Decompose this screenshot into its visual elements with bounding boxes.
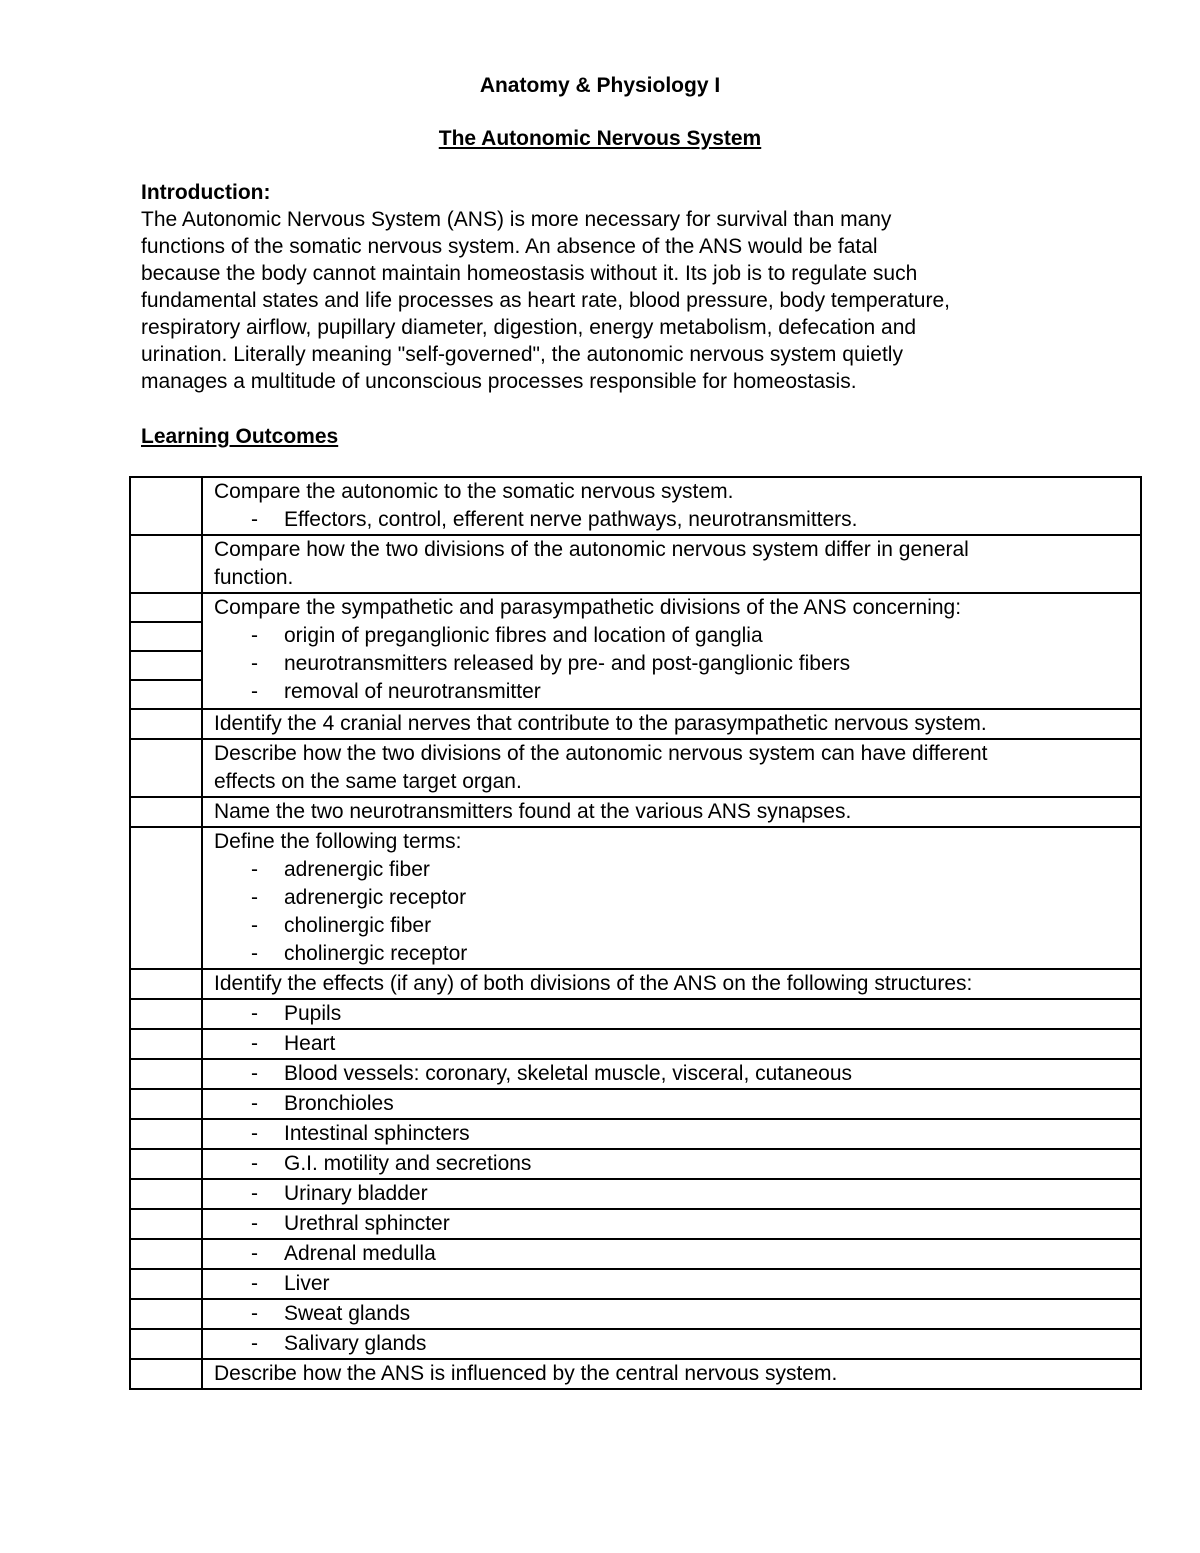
outcome-cell bbox=[202, 1269, 1141, 1299]
checkbox-cell[interactable] bbox=[130, 1359, 202, 1389]
dash-bullet: - bbox=[251, 508, 258, 531]
dash-bullet: - bbox=[251, 1242, 258, 1265]
checkbox-cell[interactable] bbox=[130, 1089, 202, 1119]
outcome-cell bbox=[202, 1329, 1141, 1359]
dash-bullet: - bbox=[251, 1332, 258, 1355]
outcome-cell bbox=[202, 1089, 1141, 1119]
outcome-text: Compare how the two divisions of the autonomic nervous system differ in general bbox=[214, 538, 969, 561]
outcome-cell bbox=[202, 1209, 1141, 1239]
outcome-cell bbox=[202, 999, 1141, 1029]
checkbox-cell[interactable] bbox=[130, 1209, 202, 1239]
sub-item bbox=[214, 1330, 1140, 1358]
sub-item bbox=[214, 1300, 1140, 1328]
checkbox-cell[interactable] bbox=[130, 969, 202, 999]
outcome-text: Name the two neurotransmitters found at the various ANS synapses. bbox=[214, 800, 852, 823]
table-row bbox=[130, 1359, 1141, 1389]
checkbox-cell bbox=[130, 593, 202, 709]
checkbox-cell[interactable] bbox=[130, 535, 202, 593]
outcome-text: Identify the effects (if any) of both divisions of the ANS on the following structures: bbox=[214, 972, 973, 995]
sub-item bbox=[214, 884, 1140, 912]
checkbox-cell[interactable] bbox=[130, 1149, 202, 1179]
sub-item bbox=[214, 1060, 1140, 1088]
outcome-cell bbox=[202, 969, 1141, 999]
checkbox-cell[interactable] bbox=[130, 709, 202, 739]
sub-item-text: cholinergic receptor bbox=[284, 942, 468, 965]
outcome-cell bbox=[202, 827, 1141, 969]
sub-item bbox=[214, 1030, 1140, 1058]
outcome-cell bbox=[202, 1059, 1141, 1089]
checkbox-cell[interactable] bbox=[130, 797, 202, 827]
sub-item-text: origin of preganglionic fibres and location of ganglia bbox=[284, 624, 763, 647]
table-row bbox=[130, 535, 1141, 593]
sub-item-text: cholinergic fiber bbox=[284, 914, 432, 937]
structure-name: Pupils bbox=[284, 1002, 342, 1025]
dash-bullet: - bbox=[251, 1212, 258, 1235]
sub-item bbox=[214, 1180, 1140, 1208]
structure-name: G.I. motility and secretions bbox=[284, 1152, 532, 1175]
sub-item-text: removal of neurotransmitter bbox=[284, 680, 541, 703]
dash-bullet: - bbox=[251, 1152, 258, 1175]
dash-bullet: - bbox=[251, 1272, 258, 1295]
sub-item-text: adrenergic receptor bbox=[284, 886, 467, 909]
outcome-cell bbox=[202, 739, 1141, 797]
checkbox-subcell[interactable] bbox=[131, 652, 201, 681]
outcome-cell bbox=[202, 535, 1141, 593]
dash-bullet: - bbox=[251, 1032, 258, 1055]
checkbox-subcell[interactable] bbox=[131, 594, 201, 623]
checkbox-cell[interactable] bbox=[130, 477, 202, 535]
table-row bbox=[130, 1239, 1141, 1269]
structure-name: Urinary bladder bbox=[284, 1182, 428, 1205]
sub-item bbox=[214, 506, 1140, 534]
outcome-cell bbox=[202, 709, 1141, 739]
intro-line: fundamental states and life processes as heart rate, blood pressure, body temperature, bbox=[141, 289, 950, 312]
table-row bbox=[130, 797, 1141, 827]
dash-bullet: - bbox=[251, 914, 258, 937]
sub-item bbox=[214, 678, 1140, 706]
dash-bullet: - bbox=[251, 652, 258, 675]
dash-bullet: - bbox=[251, 1002, 258, 1025]
introduction-paragraph bbox=[141, 206, 1091, 395]
sub-item bbox=[214, 1000, 1140, 1028]
table-row bbox=[130, 1059, 1141, 1089]
checkbox-cell[interactable] bbox=[130, 1239, 202, 1269]
table-row bbox=[130, 1029, 1141, 1059]
outcome-cell bbox=[202, 1359, 1141, 1389]
table-row bbox=[130, 1209, 1141, 1239]
table-row bbox=[130, 1179, 1141, 1209]
table-row bbox=[130, 1089, 1141, 1119]
dash-bullet: - bbox=[251, 624, 258, 647]
outcome-text: Describe how the two divisions of the autonomic nervous system can have different bbox=[214, 742, 988, 765]
table-row bbox=[130, 1119, 1141, 1149]
table-row bbox=[130, 969, 1141, 999]
dash-bullet: - bbox=[251, 680, 258, 703]
sub-item-text: adrenergic fiber bbox=[284, 858, 430, 881]
course-title: Anatomy & Physiology I bbox=[479, 74, 721, 97]
learning-outcomes-heading: Learning Outcomes bbox=[141, 425, 339, 448]
sub-item-text: neurotransmitters released by pre- and post-ganglionic fibers bbox=[284, 652, 851, 675]
sub-item bbox=[214, 1090, 1140, 1118]
structure-name: Blood vessels: coronary, skeletal muscle, visceral, cutaneous bbox=[284, 1062, 853, 1085]
outcome-cell bbox=[202, 1179, 1141, 1209]
table-row bbox=[130, 827, 1141, 969]
sub-item bbox=[214, 650, 1140, 678]
sub-item bbox=[214, 1240, 1140, 1268]
intro-line: respiratory airflow, pupillary diameter, digestion, energy metabolism, defecation and bbox=[141, 316, 917, 339]
outcome-cell bbox=[202, 797, 1141, 827]
checkbox-cell[interactable] bbox=[130, 1059, 202, 1089]
checkbox-cell[interactable] bbox=[130, 1119, 202, 1149]
table-row bbox=[130, 1269, 1141, 1299]
outcome-text: Compare the sympathetic and parasympathetic divisions of the ANS concerning: bbox=[214, 596, 962, 619]
intro-line: urination. Literally meaning "self-governed", the autonomic nervous system quietly bbox=[141, 343, 903, 366]
sub-item bbox=[214, 622, 1140, 650]
outcome-cell bbox=[202, 593, 1141, 709]
dash-bullet: - bbox=[251, 1092, 258, 1115]
outcome-text: Compare the autonomic to the somatic nervous system. bbox=[214, 480, 734, 503]
sub-item bbox=[214, 912, 1140, 940]
sub-item bbox=[214, 1270, 1140, 1298]
checkbox-cell[interactable] bbox=[130, 1299, 202, 1329]
document-title: The Autonomic Nervous System bbox=[438, 127, 762, 150]
outcome-cell bbox=[202, 1149, 1141, 1179]
outcome-text: Describe how the ANS is influenced by the central nervous system. bbox=[214, 1362, 838, 1385]
structure-name: Salivary glands bbox=[284, 1332, 427, 1355]
checkbox-cell[interactable] bbox=[130, 739, 202, 797]
outcome-cell bbox=[202, 1239, 1141, 1269]
dash-bullet: - bbox=[251, 1302, 258, 1325]
dash-bullet: - bbox=[251, 942, 258, 965]
structure-name: Urethral sphincter bbox=[284, 1212, 450, 1235]
table-row bbox=[130, 999, 1141, 1029]
structure-name: Sweat glands bbox=[284, 1302, 411, 1325]
outcome-cell bbox=[202, 1299, 1141, 1329]
outcome-cell bbox=[202, 1029, 1141, 1059]
table-row bbox=[130, 739, 1141, 797]
checkbox-cell[interactable] bbox=[130, 999, 202, 1029]
sub-item bbox=[214, 856, 1140, 884]
table-row bbox=[130, 1329, 1141, 1359]
table-row bbox=[130, 477, 1141, 535]
sub-item bbox=[214, 1150, 1140, 1178]
structure-name: Bronchioles bbox=[284, 1092, 394, 1115]
dash-bullet: - bbox=[251, 858, 258, 881]
sub-item-text: Effectors, control, efferent nerve pathways, neurotransmitters. bbox=[284, 508, 858, 531]
structure-name: Intestinal sphincters bbox=[284, 1122, 470, 1145]
intro-line: The Autonomic Nervous System (ANS) is more necessary for survival than many bbox=[141, 208, 892, 231]
intro-line: manages a multitude of unconscious processes responsible for homeostasis. bbox=[141, 370, 857, 393]
outcome-text: Identify the 4 cranial nerves that contribute to the parasympathetic nervous system. bbox=[214, 712, 987, 735]
checkbox-cell[interactable] bbox=[130, 1179, 202, 1209]
outcome-text-continued: function. bbox=[214, 566, 294, 589]
checkbox-subcell[interactable] bbox=[131, 681, 201, 708]
dash-bullet: - bbox=[251, 886, 258, 909]
table-row bbox=[130, 1149, 1141, 1179]
structure-name: Heart bbox=[284, 1032, 336, 1055]
dash-bullet: - bbox=[251, 1062, 258, 1085]
structure-name: Liver bbox=[284, 1272, 330, 1295]
structure-name: Adrenal medulla bbox=[284, 1242, 436, 1265]
sub-item bbox=[214, 1210, 1140, 1238]
table-row bbox=[130, 593, 1141, 709]
outcome-cell bbox=[202, 477, 1141, 535]
sub-item bbox=[214, 1120, 1140, 1148]
outcome-text: Define the following terms: bbox=[214, 830, 462, 853]
checkbox-cell[interactable] bbox=[130, 1029, 202, 1059]
dash-bullet: - bbox=[251, 1182, 258, 1205]
learning-outcomes-table bbox=[129, 476, 1142, 1390]
intro-line: functions of the somatic nervous system. An absence of the ANS would be fatal bbox=[141, 235, 878, 258]
intro-line: because the body cannot maintain homeostasis without it. Its job is to regulate such bbox=[141, 262, 918, 285]
dash-bullet: - bbox=[251, 1122, 258, 1145]
outcome-text-continued: effects on the same target organ. bbox=[214, 770, 522, 793]
introduction-section bbox=[141, 179, 1091, 395]
table-row bbox=[130, 1299, 1141, 1329]
outcome-cell bbox=[202, 1119, 1141, 1149]
sub-item bbox=[214, 940, 1140, 968]
checkbox-subcell[interactable] bbox=[131, 623, 201, 652]
checkbox-cell[interactable] bbox=[130, 827, 202, 969]
introduction-heading: Introduction: bbox=[141, 181, 271, 204]
table-row bbox=[130, 709, 1141, 739]
checkbox-cell[interactable] bbox=[130, 1269, 202, 1299]
checkbox-cell[interactable] bbox=[130, 1329, 202, 1359]
